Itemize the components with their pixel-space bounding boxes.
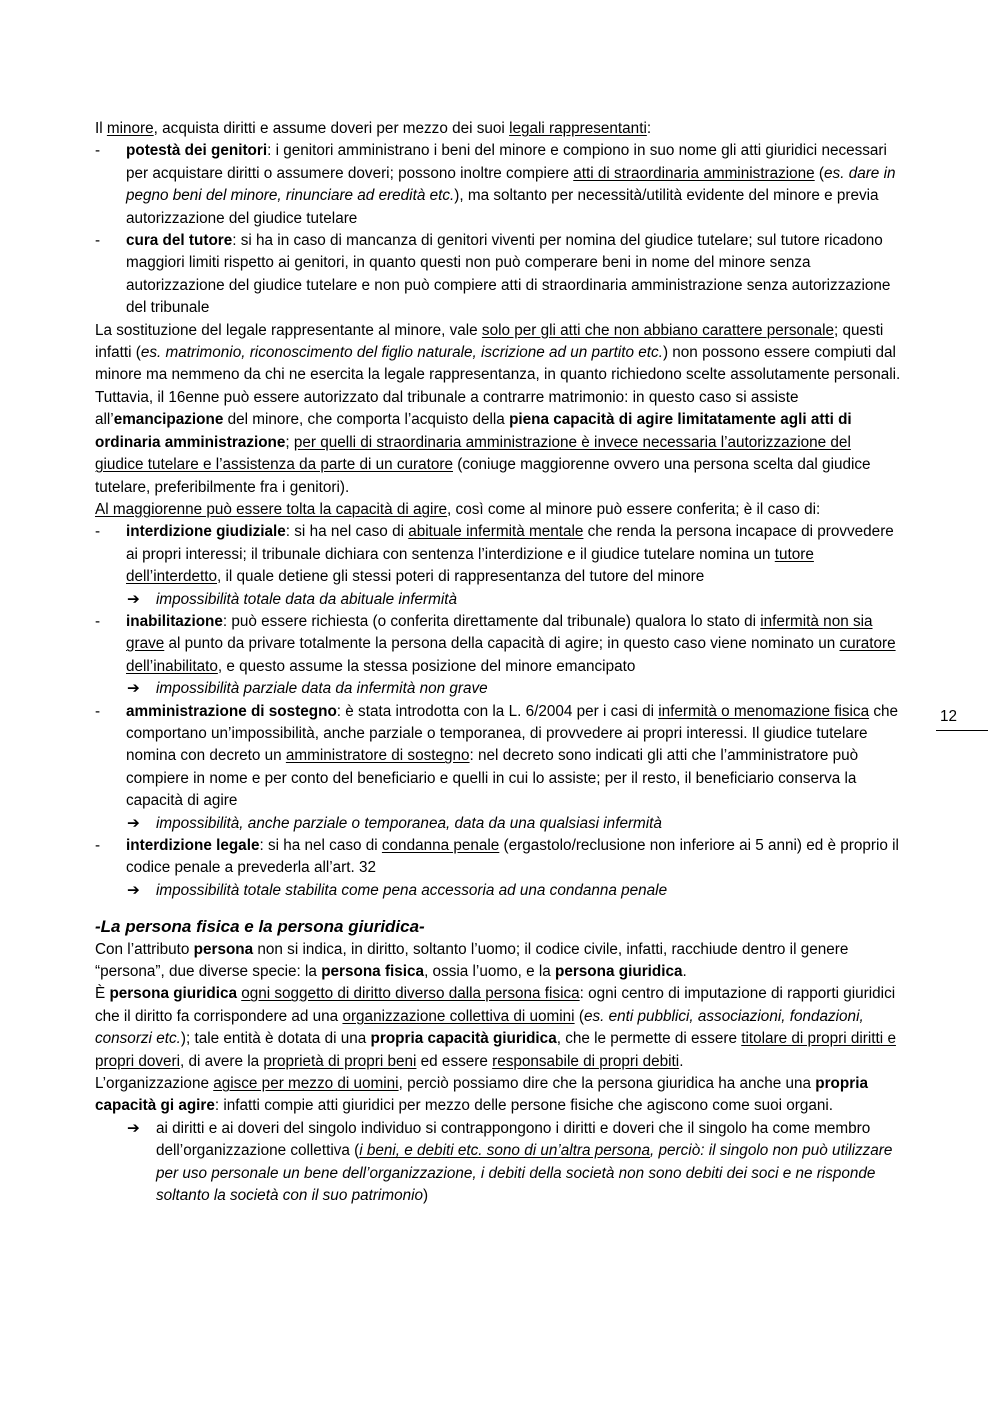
paragraph-persona-giuridica: È persona giuridica ogni soggetto di diritto diverso dalla persona fisica: ogni centro di imputazione di rapporti giuridici che il diritto fa corrispondere ad una organizzazione collettiva di uomini (es. enti pubblici, associazioni, fondazioni, consorzi etc.); tale entità è dotata di una propria capacità giuridica, che le permette di essere titolare di propri diritti e propri doveri, di avere la proprietà di propri beni ed essere responsabile di propri debiti. xyxy=(95,985,896,1070)
bullet-dash: - xyxy=(95,523,101,541)
list-item-interdizione-legale: - interdizione legale: si ha nel caso di condanna penale (ergastolo/reclusione non inferiore ai 5 anni) ed è proprio il codice penale a prevederla all’art. 32 xyxy=(95,837,899,877)
paragraph-attributo-persona: Con l’attributo persona non si indica, in diritto, soltanto l’uomo; il codice civile, infatti, racchiude dentro il genere “persona”, due diverse specie: la persona fisica, ossia l’uomo, e la persona giuridica. xyxy=(95,940,849,981)
bullet-dash: - xyxy=(95,837,101,854)
paragraph-organizzazione: L’organizzazione agisce per mezzo di uomini, perciò possiamo dire che la persona giuridica ha anche una propria capacità gi agire: infatti compie atti giuridici per mezzo delle persone fisiche che agiscono come suoi organi. xyxy=(95,1075,868,1115)
paragraph-minore: Il minore, acquista diritti e assume doveri per mezzo dei suoi legali rappresentanti: xyxy=(95,120,652,137)
section-heading: -La persona fisica e la persona giuridica- xyxy=(95,917,425,937)
bullet-dash: - xyxy=(95,232,101,250)
list-item-interdizione-giudiziale: - interdizione giudiziale: si ha nel caso di abituale infermità mentale che renda la persona incapace di provvedere ai propri interessi; il tribunale dichiara con sentenza l’interdizione e il giudice tutelare nomina un tutore dell’interdetto, il quale detiene gli stessi poteri di rappresentanza del tutore del minore xyxy=(95,523,894,586)
arrow-note: ➔ impossibilità parziale data da infermità non grave xyxy=(95,678,903,700)
arrow-icon: ➔ xyxy=(127,590,140,608)
arrow-note: ➔ impossibilità, anche parziale o temporanea, data da una qualsiasi infermità xyxy=(95,813,903,835)
list-item-inabilitazione: - inabilitazione: può essere richiesta (o conferita direttamente dal tribunale) qualora lo stato di infermità non sia grave al punto da privare totalmente la persona della capacità di agire; in questo caso viene nominato un curatore dell’inabilitato, e questo assume la stessa posizione del minore emancipato xyxy=(95,612,896,675)
list-item-cura-tutore: - cura del tutore: si ha in caso di mancanza di genitori viventi per nomina del giudice tutelare; sul tutore ricadono maggiori limiti rispetto ai genitori, in quanto questi non può comperare beni in nome del minore senza autorizzazione del giudice tutelare e non può compiere atti di straordinaria amministrazione senza autorizzazione del tribunale xyxy=(95,232,891,317)
document-body xyxy=(95,118,903,1208)
paragraph-maggiorenne: Al maggiorenne può essere tolta la capacità di agire, così come al minore può essere conferita; è il caso di: xyxy=(95,500,821,518)
page-number: 12 xyxy=(936,706,988,731)
arrow-icon: ➔ xyxy=(127,1119,140,1137)
list-item-amministrazione-sostegno: - amministrazione di sostegno: è stata introdotta con la L. 6/2004 per i casi di infermità o menomazione fisica che comportano un’impossibilità, anche parziale o temporanea, di provvedere ai propri interessi. Il giudice tutelare nomina con decreto un amministratore di sostegno: nel decreto sono indicati gli atti che l’amministratore può compiere in nome e per conto del beneficiario e quelli in cui lo assiste; per il resto, il beneficiario conserva la capacità di agire xyxy=(95,702,899,810)
paragraph-sostituzione: La sostituzione del legale rappresentante al minore, vale solo per gli atti che non abbiano carattere personale; questi infatti (es. matrimonio, riconoscimento del figlio naturale, iscrizione ad un partito etc.) non possono essere compiuti dal minore ma nemmeno da chi ne esercita la legale rappresentanza, in quanto richiedono scelte assolutamente personali. xyxy=(95,321,901,384)
arrow-note: ➔ impossibilità totale stabilita come pena accessoria ad una condanna penale xyxy=(95,880,903,902)
paragraph-emancipazione: Tuttavia, il 16enne può essere autorizzato dal tribunale a contrarre matrimonio: in questo caso si assiste all’emancipazione del minore, che comporta l’acquisto della piena capacità di agire limitatamente agli atti di ordinaria amministrazione; per quelli di straordinaria amministrazione è invece necessaria l’autorizzazione del giudice tutelare e l’assistenza da parte di un curatore (coniuge maggiorenne ovvero una persona scelta dal giudice tutelare, preferibilmente fra i genitori). xyxy=(95,388,871,496)
arrow-note-diritti-doveri: ➔ ai diritti e ai doveri del singolo individuo si contrappongono i diritti e doveri che il singolo ha come membro dell’organizzazione collettiva (i beni, e debiti etc. sono di un’altra persona, perciò: il singolo non può utilizzare per uso personale un bene dell’organizzazione, i debiti della società non sono debiti dei soci e ne risponde soltanto la società con il suo patrimonio) xyxy=(127,1119,893,1205)
list-item-potesta-genitori: - potestà dei genitori: i genitori amministrano i beni del minore e compiono in suo nome gli atti giuridici necessari per acquistare diritti o assumere doveri; possono inoltre compiere atti di straordinaria amministrazione (es. dare in pegno beni del minore, rinunciare ad eredità etc.), ma soltanto per necessità/utilità evidente del minore e previa autorizzazione del giudice tutelare xyxy=(95,142,896,227)
arrow-icon: ➔ xyxy=(127,680,140,698)
arrow-icon: ➔ xyxy=(127,881,140,899)
bullet-dash: - xyxy=(95,702,101,720)
bullet-dash: - xyxy=(95,612,101,630)
bullet-dash: - xyxy=(95,142,101,160)
arrow-icon: ➔ xyxy=(127,814,140,832)
arrow-note: ➔ impossibilità totale data da abituale infermità xyxy=(95,589,903,611)
